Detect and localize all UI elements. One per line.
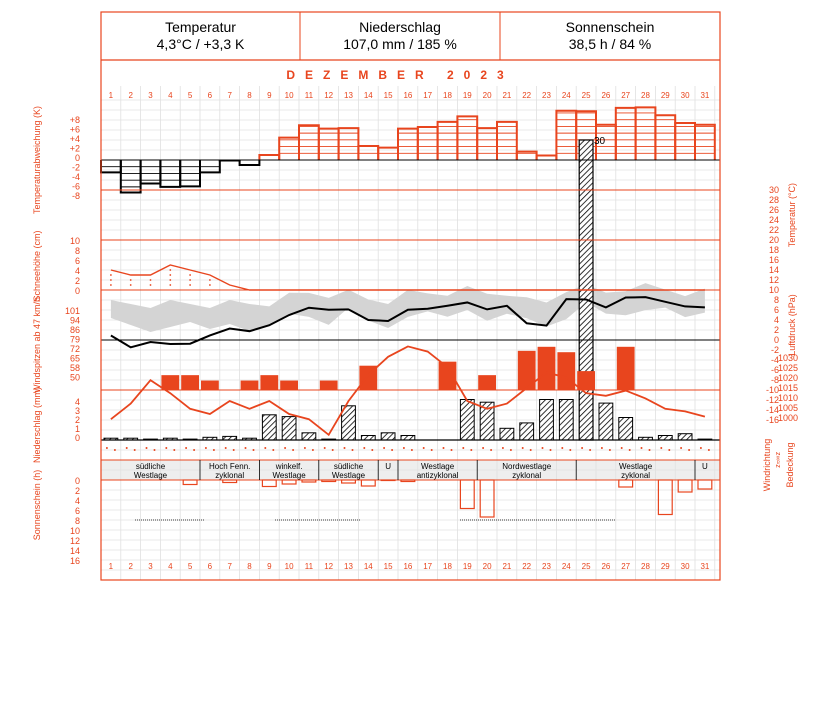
cloud-dot [589,449,591,451]
temperature-tick: 30 [768,185,779,195]
wind-gust-bar [201,381,219,390]
temperature-tick: -14 [765,405,779,415]
day-label-top: 22 [522,91,532,100]
day-label-bottom: 11 [304,562,314,571]
temperature-tick: 14 [768,265,779,275]
day-label-bottom: 26 [601,562,611,571]
cloud-dot [391,449,393,451]
pressure-tick: 1030 [777,353,798,363]
cloud-dot [510,449,512,451]
label-sun: Sonnenschein (h) [32,469,42,541]
day-label-bottom: 9 [267,562,272,571]
day-label-top: 17 [423,91,433,100]
snow-tick: 2 [74,276,80,286]
label-temp-dev: Temperaturabweichung (K) [32,105,42,215]
weather-type-line1: südliche [135,462,166,471]
temperature-tick: -10 [765,385,779,395]
wind-dir-dot [462,447,464,449]
day-label-bottom: 7 [227,562,232,571]
day-label-bottom: 2 [128,562,133,571]
sunshine-bar [658,480,672,515]
wind-dir-dot [383,447,385,449]
precip-tick: 4 [74,397,80,407]
wind-dir-dot [126,447,128,449]
temp-dev-bar [497,122,517,160]
cloud-dot [431,449,433,451]
dev-tick: +8 [69,115,80,125]
snow-dot [209,279,211,281]
precip-bar [619,418,633,441]
day-label-top: 23 [542,91,551,100]
wind-dir-dot [502,447,504,449]
precip-bar [302,433,316,440]
label-wind: Windspitzen ab 47 km/h [32,296,42,394]
dev-tick: +6 [69,124,80,135]
sunshine-bar [361,480,375,486]
temperature-tick: 8 [773,295,779,305]
weather-type-line2: Westlage [331,471,366,480]
day-label-top: 3 [148,91,153,100]
temperature-tick: 10 [768,285,779,295]
snow-dot [169,284,171,286]
wind-dir-dot [264,447,266,449]
wind-dir-dot [245,447,247,449]
day-label-top: 27 [621,91,631,100]
sunshine-tick: 14 [69,546,80,556]
sunshine-tick: 8 [74,516,80,526]
sunshine-tick: 16 [69,556,80,566]
wind-gust-bar [260,375,278,390]
day-label-bottom: 17 [423,562,433,571]
wind-tick: 79 [69,334,80,345]
wind-dir-dot [680,447,682,449]
sunshine-tick: 0 [74,476,80,486]
day-label-top: 10 [284,91,294,100]
temperature-tick: -8 [770,375,779,385]
weather-type-line2: zyklonal [621,471,651,480]
wind-dir-dot [146,447,148,449]
wind-dir-dot [621,447,623,449]
temperature-tick: 18 [768,245,779,255]
temperature-tick: 28 [768,195,779,205]
sunshine-bar [282,480,296,484]
wind-tick: 101 [64,306,80,316]
day-label-bottom: 3 [148,562,153,571]
precip-bar [361,436,375,441]
label-temperature: Temperatur (°C) [787,182,797,248]
snow-dot [189,284,191,286]
wind-dir-dot [641,447,643,449]
label-wind-dir: Windrichtung [762,438,772,492]
cloud-dot [609,449,611,451]
snow-dot [169,269,171,271]
snow-dot [150,279,152,281]
day-label-top: 18 [443,91,452,100]
day-label-top: 25 [581,91,591,100]
sunshine-tick: 6 [74,506,80,516]
weather-type-line1: U [702,462,708,471]
peak-label: 30 [594,136,606,147]
day-label-bottom: 29 [660,562,670,571]
wind-dir-dot [660,447,662,449]
temp-dev-bar [121,160,141,192]
sunshine-bar [183,480,197,485]
precip-tick: 2 [74,415,80,425]
header-precipitation-value: 107,0 mm / 185 % [343,36,457,52]
dev-tick: -2 [71,162,80,173]
pressure-tick: 1010 [777,393,798,403]
day-label-top: 19 [462,91,472,100]
wind-dir-dot [205,447,207,449]
wind-gust-bar [478,375,496,390]
pressure-tick: 1015 [777,383,798,393]
day-label-bottom: 24 [561,562,571,571]
dev-tick: -8 [71,191,80,201]
day-label-top: 29 [660,91,670,100]
weather-type-line1: südliche [333,462,364,471]
wind-dir-dot [700,447,702,449]
wind-dir-dot [304,447,306,449]
wind-dir-dot [185,447,187,449]
temperature-tick: 2 [773,325,779,335]
temperature-tick: 12 [768,275,779,285]
cloud-dot [173,449,175,451]
header-precipitation-title: Niederschlag [359,19,441,35]
cloud-dot [668,449,670,451]
weather-type-line1: Westlage [618,462,653,471]
dev-tick: 0 [74,153,80,163]
day-label-bottom: 19 [462,562,472,571]
day-label-top: 9 [267,91,272,100]
temp-dev-bar [299,125,319,160]
sunshine-tick: 2 [74,486,80,496]
temperature-tick: 20 [768,235,779,245]
precip-bar [460,400,474,441]
snow-dot [110,284,112,286]
pressure-tick: 1000 [777,413,798,423]
cloud-dot [688,449,690,451]
cloud-dot [649,449,651,451]
temperature-tick: 6 [773,305,779,315]
temp-dev-bar [616,108,636,160]
cloud-dot [312,449,314,451]
dev-tick: -4 [71,172,80,182]
day-label-top: 26 [601,91,611,100]
precip-tick: 3 [74,406,80,416]
day-label-bottom: 15 [383,562,393,571]
label-precip: Niederschlag (mm) [32,386,42,464]
cloud-dot [154,449,156,451]
temp-dev-bar [418,127,438,160]
day-label-top: 14 [363,91,373,100]
day-label-top: 16 [403,91,413,100]
label-cloud: Bedeckung [785,442,795,488]
precip-bar [401,436,415,441]
snow-dot [110,274,112,276]
pressure-tick: 1025 [777,363,798,373]
pressure-tick: 1020 [777,373,798,383]
snow-dot [209,284,211,286]
day-label-top: 15 [383,91,393,100]
day-label-top: 5 [187,91,193,100]
snow-tick: 0 [74,286,80,296]
day-label-top: 20 [482,91,492,100]
sunshine-tick: 4 [74,496,80,506]
header-sunshine-title: Sonnenschein [565,19,655,35]
day-label-bottom: 30 [680,562,690,571]
month-title: DEZEMBER 2023 [286,68,514,82]
wind-dir-dot [284,447,286,449]
day-label-bottom: 20 [482,562,492,571]
day-label-top: 31 [700,91,710,100]
temperature-tick: 26 [768,205,779,215]
snow-tick: 6 [74,256,80,266]
sunshine-bar [480,480,494,517]
weather-type-line2: zyklonal [512,471,542,480]
temperature-tick: 16 [768,255,779,265]
snow-dot [189,279,191,281]
temp-dev-bar [556,111,576,160]
cloud-dot [134,449,136,451]
day-label-bottom: 16 [403,562,413,571]
wind-gust-bar [557,352,575,390]
wind-dir-dot [423,447,425,449]
wind-tick: 86 [69,325,80,335]
cloud-dot [193,449,195,451]
wind-gust-bar [439,362,457,390]
day-label-bottom: 31 [700,562,710,571]
weather-type-line2: zyklonal [215,471,245,480]
cloud-dot [411,449,413,451]
temperature-tick: 24 [768,215,779,225]
cloud-dot [233,449,235,451]
precip-bar [520,423,534,440]
precip-bar [599,403,613,440]
precip-bar [658,436,672,441]
weather-type-line1: Hoch Fenn. [209,462,251,471]
wind-dir-dot [324,447,326,449]
cloud-dot [352,449,354,451]
day-label-bottom: 13 [344,562,353,571]
day-label-bottom: 10 [284,562,294,571]
temperature-tick: -2 [770,345,779,355]
wind-dir-dot [601,447,603,449]
cloud-dot [253,449,255,451]
snow-dot [169,274,171,276]
wind-dir-dot [542,447,544,449]
dev-tick: +4 [69,134,80,144]
weather-type-line1: Westlage [420,462,455,471]
day-label-bottom: 14 [363,562,373,571]
day-label-bottom: 25 [581,562,591,571]
wind-gust-bar [161,375,179,390]
wind-gust-bar [181,375,199,390]
cloud-dot [569,449,571,451]
wind-gust-bar [280,381,298,390]
sunshine-bar [619,480,633,487]
wind-dir-dot [482,447,484,449]
label-pressure: Luftdruck (hPa) [787,294,797,356]
cloud-dot [451,449,453,451]
day-label-bottom: 5 [187,562,193,571]
temp-dev-bar [378,148,398,160]
snow-tick: 4 [74,266,80,276]
day-label-top: 2 [128,91,133,100]
temp-dev-bar [259,155,279,160]
temperature-tick: 22 [768,225,779,235]
cloud-dot [332,449,334,451]
sunshine-bar [262,480,276,487]
cloud-dot [490,449,492,451]
wind-dir-dot [106,447,108,449]
weather-type-line1: winkelf. [275,462,303,471]
day-label-top: 28 [641,91,650,100]
day-label-top: 21 [502,91,512,100]
cloud-dot [550,449,552,451]
sunshine-tick: 10 [69,526,80,536]
day-label-top: 30 [680,91,690,100]
day-label-top: 13 [344,91,353,100]
day-label-top: 8 [247,91,252,100]
header-sunshine-value: 38,5 h / 84 % [568,36,652,52]
wind-dir-dot [522,447,524,449]
day-label-bottom: 28 [641,562,650,571]
header-temperature-value: 4,3°C / +3,3 K [156,36,245,52]
temperature-tick: -4 [770,355,779,365]
day-label-top: 1 [108,91,114,100]
day-label-bottom: 8 [247,562,252,571]
snow-dot [169,279,171,281]
precip-bar [500,428,514,440]
label-snow: Schneehöhe (cm) [32,230,42,302]
precip-tick: 1 [74,424,80,434]
weather-type-line1: U [385,462,391,471]
snow-tick: 10 [69,236,80,246]
wind-dir-dot [225,447,227,449]
wind-gust-bar [538,347,556,390]
day-label-bottom: 23 [542,562,551,571]
temperature-tick: 0 [773,335,779,345]
wind-dir-dot [165,447,167,449]
temp-dev-bar [675,123,695,160]
day-label-top: 4 [168,91,173,100]
temp-dev-bar [636,107,656,160]
weather-type-line2: antizyklonal [416,471,459,480]
snow-dot [150,284,152,286]
pressure-tick: 1005 [777,403,798,413]
snow-dot [130,279,132,281]
temp-dev-bar [438,122,458,160]
dev-tick: +2 [69,143,80,154]
precip-bar [262,415,276,440]
wind-tick: 50 [69,372,80,383]
day-label-top: 7 [227,91,232,100]
wind-dir-dot [344,447,346,449]
day-label-bottom: 4 [168,562,173,571]
precip-tick: 0 [74,433,80,443]
day-label-bottom: 18 [443,562,452,571]
wind-dir-dot [581,447,583,449]
day-label-bottom: 22 [522,562,532,571]
cloud-dot [470,449,472,451]
precip-bar [282,417,296,440]
temp-dev-bar [200,160,220,172]
day-label-top: 11 [304,91,314,100]
temp-dev-bar [101,160,121,172]
day-label-top: 12 [324,91,334,100]
cloud-dot [629,449,631,451]
precip-bar [559,400,573,441]
cloud-dot [114,449,116,451]
wind-tick: 65 [69,353,80,364]
precip-bar [381,433,395,440]
temperature-tick: 4 [773,315,779,325]
temperature-tick: -6 [770,365,779,375]
cloud-dot [272,449,274,451]
day-label-bottom: 27 [621,562,631,571]
day-label-top: 6 [207,91,213,100]
temperature-tick: -12 [765,395,779,405]
wind-gust-bar [241,381,259,390]
cloud-dot [530,449,532,451]
wind-tick: 72 [69,344,80,354]
temp-dev-bar [279,138,299,160]
header-temperature-title: Temperatur [165,19,236,35]
cloud-dot [292,449,294,451]
temperature-tick: -16 [765,415,779,425]
wind-gust-bar [320,381,338,390]
snow-tick: 8 [74,246,80,256]
cloud-dot [708,449,710,451]
cloud-dot [213,449,215,451]
weather-type-line1: Nordwestlage [502,462,552,471]
wind-dir-dot [443,447,445,449]
wind-gust-bar [617,347,635,390]
weather-type-line2: Westlage [133,471,168,480]
dev-tick: -6 [71,181,80,192]
sunshine-tick: 12 [69,536,80,546]
day-label-top: 24 [561,91,571,100]
snow-dot [189,274,191,276]
temp-dev-bar [240,160,260,165]
wind-dir-dot [363,447,365,449]
day-label-bottom: 21 [502,562,512,571]
wind-dir-dot [561,447,563,449]
sunshine-bar [698,480,712,489]
cloud-dot [371,449,373,451]
precip-bar [540,400,554,441]
wind-dir-dot [403,447,405,449]
temp-dev-bar [537,156,557,160]
precip-bar [678,434,692,440]
wind-tick: 94 [69,315,80,326]
wind-tick: 58 [69,363,80,373]
sunshine-bar [460,480,474,509]
wind-dir-ticks: z∞≈z [774,452,781,468]
day-label-bottom: 12 [324,562,334,571]
weather-type-line2: Westlage [272,471,306,480]
snow-dot [130,284,132,286]
snow-dot [110,279,112,281]
day-label-bottom: 6 [207,562,213,571]
day-label-bottom: 1 [108,562,114,571]
